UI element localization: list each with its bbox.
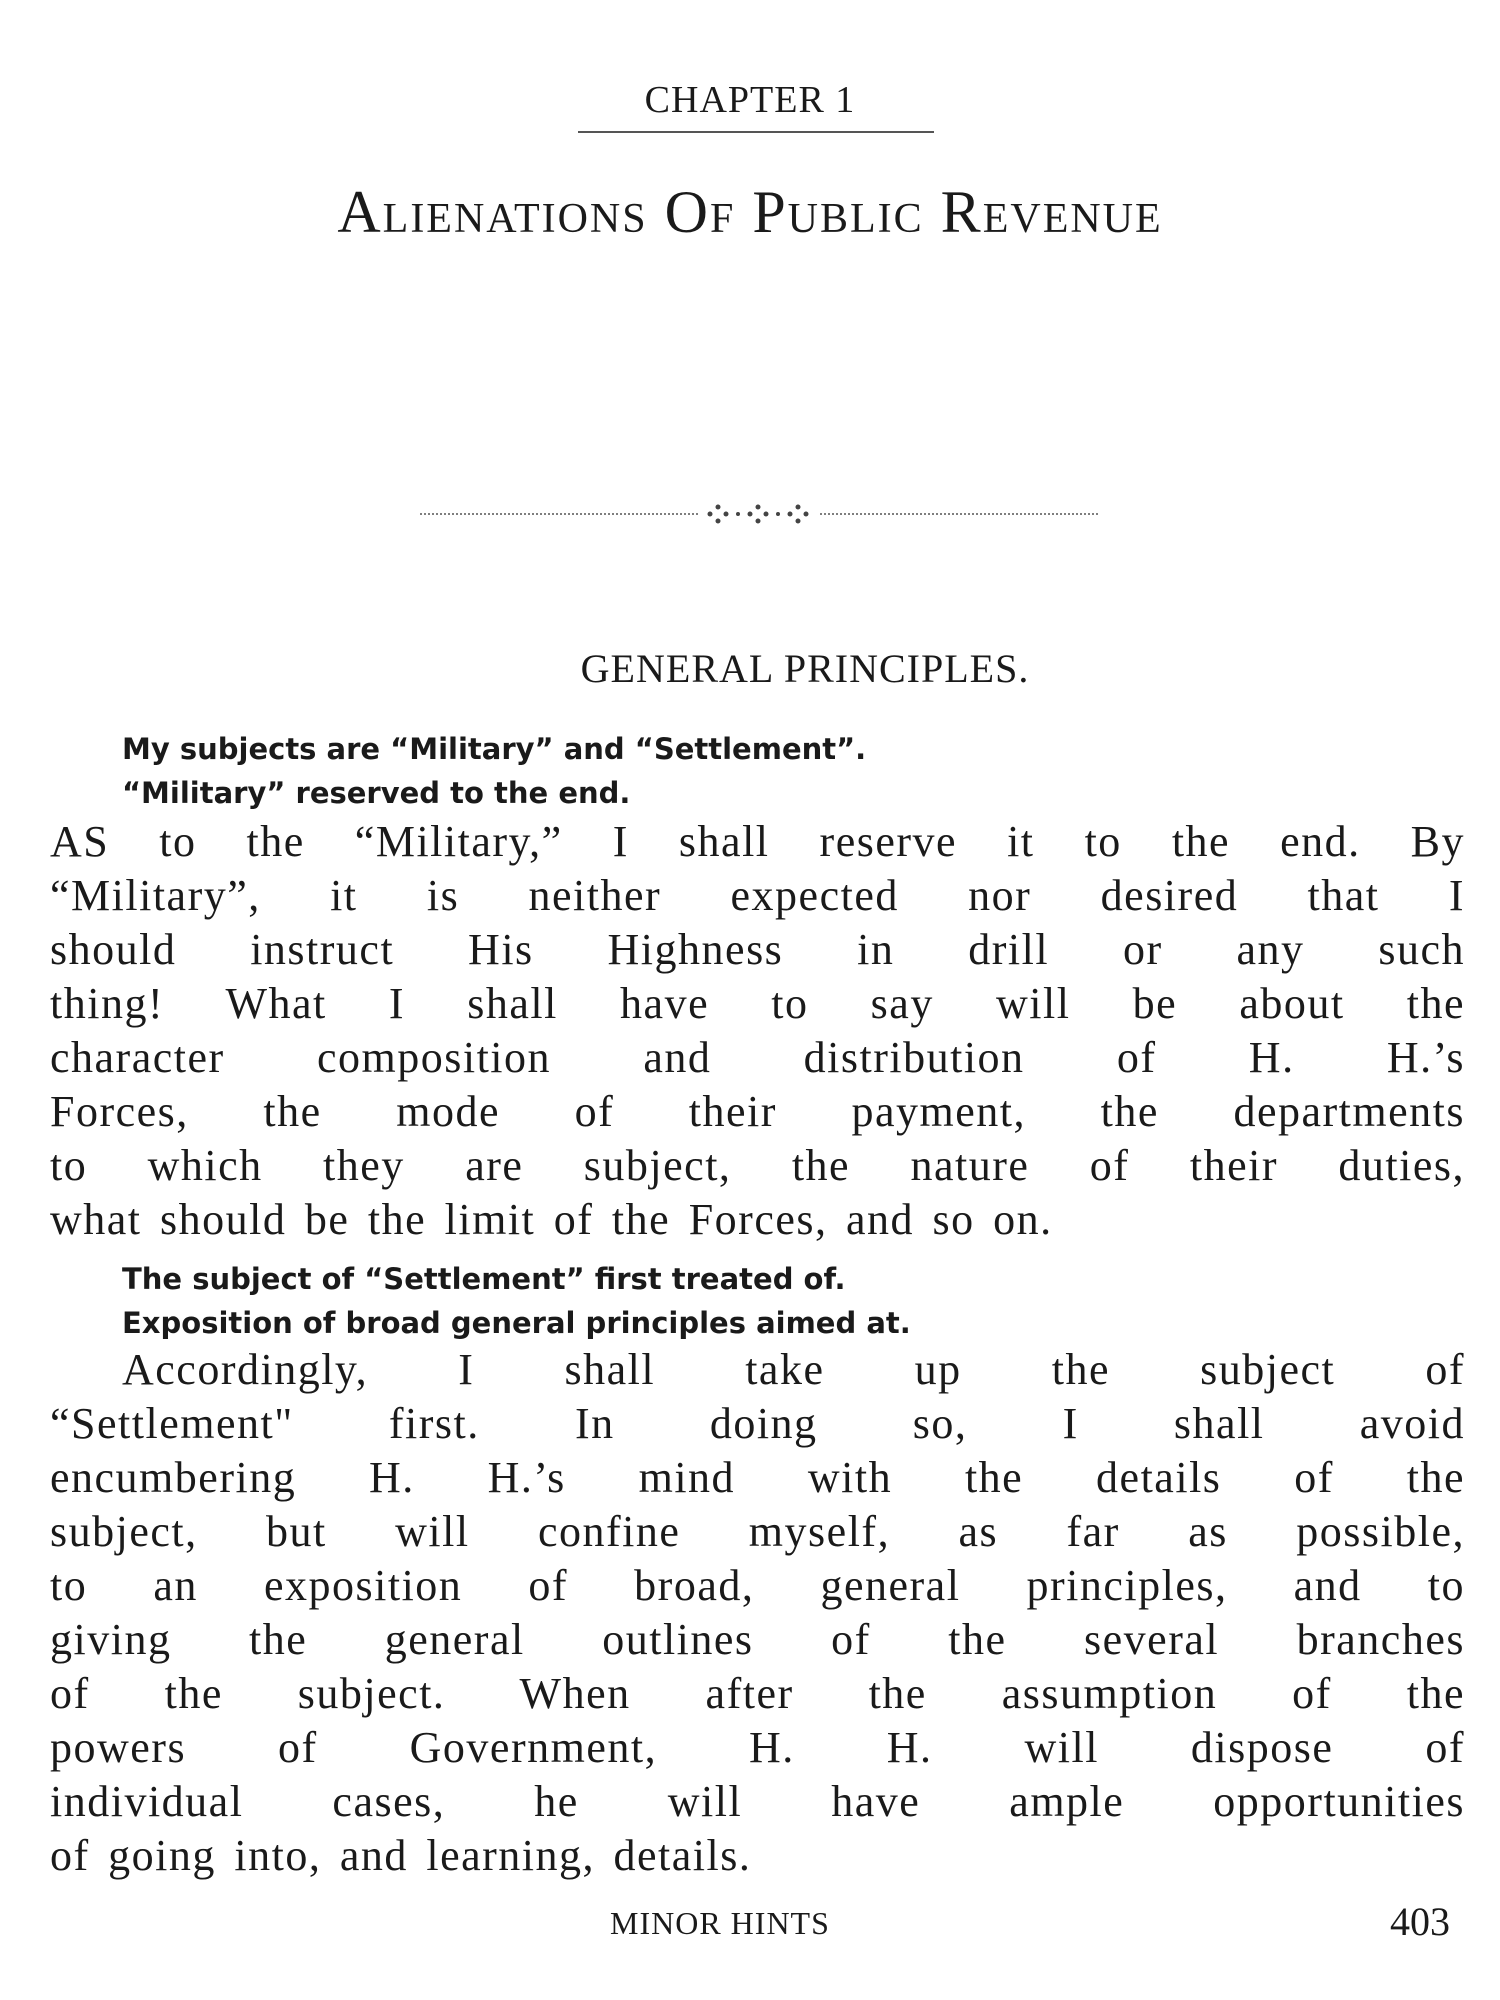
sidenote-line: My subjects are “Military” and “Settlement”.: [122, 732, 867, 766]
running-footer-title: MINOR HINTS: [610, 1905, 830, 1941]
chapter-title: Alienations Of Public Revenue: [337, 179, 1163, 245]
paragraph-line: character composition and distribution of H. H.’s: [50, 1033, 1465, 1082]
chapter-label: CHAPTER 1: [644, 79, 856, 121]
paragraph-line: AS to the “Military,” I shall reserve it to the end. By: [50, 817, 1465, 866]
section-heading: GENERAL PRINCIPLES.: [580, 646, 1030, 691]
paragraph-line: Forces, the mode of their payment, the departments: [50, 1087, 1465, 1136]
paragraph-line: to which they are subject, the nature of their duties,: [50, 1141, 1465, 1190]
ornament-divider: [420, 494, 1100, 534]
paragraph-line: what should be the limit of the Forces, and so on.: [50, 1195, 1053, 1244]
paragraph-settlement: [50, 1343, 1465, 1883]
page-number: 403: [1390, 1899, 1450, 1944]
paragraph-line: giving the general outlines of the several branches: [50, 1615, 1465, 1664]
sidenote-line: The subject of “Settlement” first treated of.: [122, 1262, 846, 1296]
paragraph-line: to an exposition of broad, general principles, and to: [50, 1561, 1465, 1610]
paragraph-line: subject, but will confine myself, as far as possible,: [50, 1507, 1465, 1556]
paragraph-line: encumbering H. H.’s mind with the details of the: [50, 1453, 1465, 1502]
sidenote-settlement: [122, 1257, 911, 1345]
paragraph-line: of the subject. When after the assumption of the: [50, 1669, 1465, 1718]
paragraph-line: powers of Government, H. H. will dispose of: [50, 1723, 1465, 1772]
paragraph-military: [50, 815, 1465, 1247]
paragraph-line: “Settlement" first. In doing so, I shall avoid: [50, 1399, 1465, 1448]
sidenote-line: Exposition of broad general principles aimed at.: [122, 1306, 911, 1340]
sidenote-line: “Military” reserved to the end.: [122, 776, 631, 810]
paragraph-line: individual cases, he will have ample opportunities: [50, 1777, 1465, 1826]
paragraph-line: thing! What I shall have to say will be about the: [50, 979, 1465, 1028]
paragraph-line: Accordingly, I shall take up the subject of: [122, 1345, 1465, 1394]
paragraph-line: should instruct His Highness in drill or any such: [50, 925, 1465, 974]
sidenote-military: [122, 727, 866, 815]
chapter-rule: [578, 131, 934, 133]
paragraph-line: “Military”, it is neither expected nor desired that I: [50, 871, 1465, 920]
paragraph-line: of going into, and learning, details.: [50, 1831, 752, 1880]
